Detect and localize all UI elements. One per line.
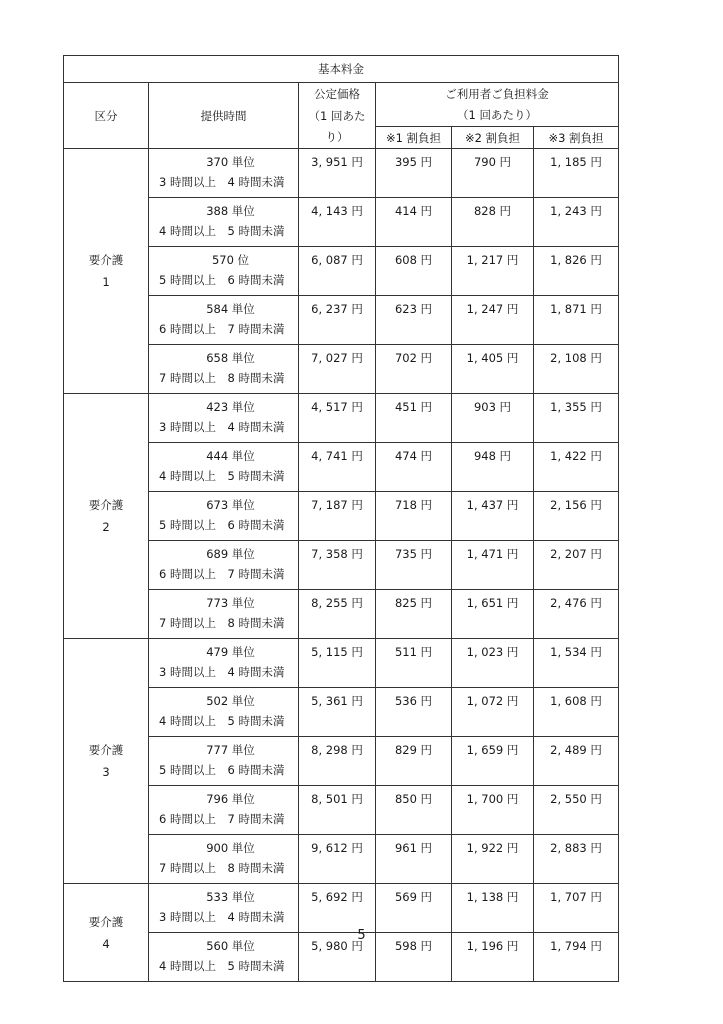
table-row <box>64 149 619 198</box>
header-kubun: 区分 <box>64 83 149 149</box>
burden-20-percent: 1, 471 円 <box>452 541 534 590</box>
service-hours: 5 時間以上 6 時間未満 <box>159 273 285 287</box>
service-hours: 5 時間以上 6 時間未満 <box>159 518 285 532</box>
service-time-cell <box>149 443 299 492</box>
burden-10-percent: 511 円 <box>376 639 452 688</box>
service-units: 773 単位 <box>206 596 255 610</box>
burden-20-percent: 1, 405 円 <box>452 345 534 394</box>
service-units: 584 単位 <box>206 302 255 316</box>
burden-30-percent: 2, 108 円 <box>534 345 619 394</box>
service-units: 673 単位 <box>206 498 255 512</box>
header-rate2: ※2 割負担 <box>452 127 534 149</box>
service-units: 479 単位 <box>206 645 255 659</box>
burden-30-percent: 1, 871 円 <box>534 296 619 345</box>
service-time-cell <box>149 639 299 688</box>
burden-20-percent: 828 円 <box>452 198 534 247</box>
official-price: 8, 501 円 <box>299 786 376 835</box>
burden-10-percent: 718 円 <box>376 492 452 541</box>
fee-table <box>63 55 619 982</box>
burden-20-percent: 1, 023 円 <box>452 639 534 688</box>
burden-30-percent: 1, 608 円 <box>534 688 619 737</box>
burden-20-percent: 790 円 <box>452 149 534 198</box>
service-time-cell <box>149 492 299 541</box>
official-price: 3, 951 円 <box>299 149 376 198</box>
service-units: 900 単位 <box>206 841 255 855</box>
burden-10-percent: 702 円 <box>376 345 452 394</box>
header-burden-line1: ご利用者ご負担料金 <box>376 83 619 105</box>
burden-30-percent: 2, 156 円 <box>534 492 619 541</box>
burden-20-percent: 948 円 <box>452 443 534 492</box>
service-units: 388 単位 <box>206 204 255 218</box>
care-level-number: 4 <box>102 936 110 951</box>
care-level-cell <box>64 639 149 884</box>
official-price: 4, 517 円 <box>299 394 376 443</box>
header-price-line1: 公定価格 <box>299 83 376 105</box>
care-level-label: 要介護 <box>88 498 124 512</box>
care-level-number: 3 <box>102 765 110 779</box>
burden-30-percent: 1, 422 円 <box>534 443 619 492</box>
service-time-cell <box>149 688 299 737</box>
burden-20-percent: 903 円 <box>452 394 534 443</box>
burden-30-percent: 2, 550 円 <box>534 786 619 835</box>
burden-20-percent: 1, 217 円 <box>452 247 534 296</box>
burden-30-percent: 1, 794 円 <box>534 933 619 982</box>
service-units: 533 単位 <box>206 890 255 904</box>
service-time-cell <box>149 247 299 296</box>
service-hours: 6 時間以上 7 時間未満 <box>159 812 285 826</box>
burden-20-percent: 1, 138 円 <box>452 884 534 933</box>
service-time-cell <box>149 345 299 394</box>
service-hours: 4 時間以上 5 時間未満 <box>159 224 285 238</box>
official-price: 4, 143 円 <box>299 198 376 247</box>
care-level-number: 1 <box>102 275 110 289</box>
burden-20-percent: 1, 437 円 <box>452 492 534 541</box>
burden-20-percent: 1, 651 円 <box>452 590 534 639</box>
service-units: 423 単位 <box>206 400 255 414</box>
burden-20-percent: 1, 922 円 <box>452 835 534 884</box>
care-level-cell <box>64 149 149 394</box>
service-time-cell <box>149 590 299 639</box>
service-units: 796 単位 <box>206 792 255 806</box>
burden-20-percent: 1, 196 円 <box>452 933 534 982</box>
burden-10-percent: 961 円 <box>376 835 452 884</box>
official-price: 5, 692 円 <box>299 884 376 933</box>
service-units: 444 単位 <box>206 449 255 463</box>
burden-20-percent: 1, 700 円 <box>452 786 534 835</box>
service-time-cell <box>149 394 299 443</box>
header-price-line3: り） <box>299 127 376 149</box>
burden-30-percent: 1, 534 円 <box>534 639 619 688</box>
service-units: 502 単位 <box>206 694 255 708</box>
burden-30-percent: 1, 707 円 <box>534 884 619 933</box>
official-price: 7, 187 円 <box>299 492 376 541</box>
service-time-cell <box>149 296 299 345</box>
service-hours: 3 時間以上 4 時間未満 <box>159 910 285 924</box>
burden-20-percent: 1, 247 円 <box>452 296 534 345</box>
header-price-line2: （1 回あた <box>299 105 376 127</box>
official-price: 8, 255 円 <box>299 590 376 639</box>
service-units: 560 単位 <box>206 939 255 953</box>
official-price: 7, 027 円 <box>299 345 376 394</box>
service-units: 370 単位 <box>206 155 255 169</box>
page-number: 5 <box>357 928 366 943</box>
burden-30-percent: 1, 826 円 <box>534 247 619 296</box>
burden-10-percent: 825 円 <box>376 590 452 639</box>
official-price: 5, 980 円 <box>299 933 376 982</box>
service-hours: 3 時間以上 4 時間未満 <box>159 420 285 434</box>
burden-30-percent: 1, 355 円 <box>534 394 619 443</box>
official-price: 5, 115 円 <box>299 639 376 688</box>
official-price: 4, 741 円 <box>299 443 376 492</box>
service-units: 570 位 <box>211 253 250 267</box>
burden-10-percent: 395 円 <box>376 149 452 198</box>
service-hours: 3 時間以上 4 時間未満 <box>159 665 285 679</box>
burden-10-percent: 829 円 <box>376 737 452 786</box>
official-price: 7, 358 円 <box>299 541 376 590</box>
burden-10-percent: 850 円 <box>376 786 452 835</box>
service-units: 658 単位 <box>206 351 255 365</box>
official-price: 9, 612 円 <box>299 835 376 884</box>
care-level-label: 要介護 <box>88 914 124 929</box>
care-level-label: 要介護 <box>88 743 124 757</box>
service-units: 689 単位 <box>206 547 255 561</box>
burden-20-percent: 1, 659 円 <box>452 737 534 786</box>
care-level-label: 要介護 <box>88 253 124 267</box>
service-time-cell <box>149 541 299 590</box>
service-time-cell <box>149 884 299 933</box>
service-hours: 3 時間以上 4 時間未満 <box>159 175 285 189</box>
header-rate3: ※3 割負担 <box>534 127 619 149</box>
table-row <box>64 394 619 443</box>
official-price: 6, 237 円 <box>299 296 376 345</box>
service-time-cell <box>149 786 299 835</box>
burden-30-percent: 1, 243 円 <box>534 198 619 247</box>
service-hours: 4 時間以上 5 時間未満 <box>159 714 285 728</box>
burden-10-percent: 414 円 <box>376 198 452 247</box>
burden-20-percent: 1, 072 円 <box>452 688 534 737</box>
service-time-cell <box>149 835 299 884</box>
burden-30-percent: 1, 185 円 <box>534 149 619 198</box>
service-time-cell <box>149 149 299 198</box>
burden-30-percent: 2, 883 円 <box>534 835 619 884</box>
burden-30-percent: 2, 207 円 <box>534 541 619 590</box>
service-units: 777 単位 <box>206 743 255 757</box>
service-time-cell <box>149 198 299 247</box>
official-price: 5, 361 円 <box>299 688 376 737</box>
burden-10-percent: 608 円 <box>376 247 452 296</box>
header-burden-line2: （1 回あたり） <box>376 105 619 127</box>
official-price: 8, 298 円 <box>299 737 376 786</box>
burden-10-percent: 623 円 <box>376 296 452 345</box>
service-hours: 6 時間以上 7 時間未満 <box>159 322 285 336</box>
burden-10-percent: 598 円 <box>376 933 452 982</box>
burden-30-percent: 2, 476 円 <box>534 590 619 639</box>
burden-10-percent: 474 円 <box>376 443 452 492</box>
burden-10-percent: 735 円 <box>376 541 452 590</box>
burden-10-percent: 536 円 <box>376 688 452 737</box>
service-hours: 7 時間以上 8 時間未満 <box>159 616 285 630</box>
table-title: 基本料金 <box>64 56 619 83</box>
service-hours: 4 時間以上 5 時間未満 <box>159 959 285 973</box>
service-hours: 7 時間以上 8 時間未満 <box>159 371 285 385</box>
service-hours: 5 時間以上 6 時間未満 <box>159 763 285 777</box>
care-level-cell <box>64 394 149 639</box>
header-rate1: ※1 割負担 <box>376 127 452 149</box>
service-hours: 4 時間以上 5 時間未満 <box>159 469 285 483</box>
burden-10-percent: 569 円 <box>376 884 452 933</box>
burden-30-percent: 2, 489 円 <box>534 737 619 786</box>
official-price: 6, 087 円 <box>299 247 376 296</box>
service-time-cell <box>149 737 299 786</box>
table-row <box>64 639 619 688</box>
service-hours: 6 時間以上 7 時間未満 <box>159 567 285 581</box>
burden-10-percent: 451 円 <box>376 394 452 443</box>
table-row <box>64 884 619 933</box>
service-hours: 7 時間以上 8 時間未満 <box>159 861 285 875</box>
care-level-number: 2 <box>102 520 110 534</box>
header-time: 提供時間 <box>149 83 299 149</box>
